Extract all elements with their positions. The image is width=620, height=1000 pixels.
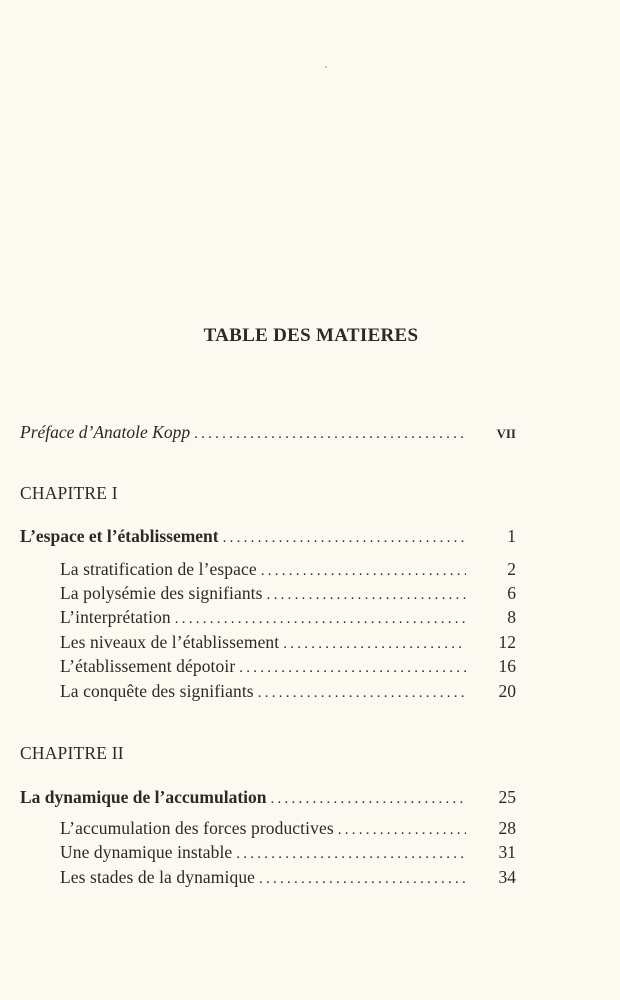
toc-entry-page: 8 — [507, 607, 516, 627]
toc-entry-label: L’accumulation des forces productives — [60, 818, 334, 838]
paper-speck — [325, 66, 327, 68]
toc-entry-chapter-2-main — [20, 786, 516, 810]
toc-entry — [60, 817, 516, 841]
toc-entry-label: L’établissement dépotoir — [60, 656, 236, 676]
dot-leader — [271, 788, 467, 810]
dot-leader — [259, 868, 466, 890]
toc-entry-page: 16 — [498, 656, 516, 676]
toc-entry-preface — [20, 421, 516, 445]
toc-entry-page: 1 — [507, 526, 516, 546]
toc-entry — [60, 582, 516, 606]
dot-leader — [194, 423, 466, 445]
toc-entry-label: Les niveaux de l’établissement — [60, 632, 280, 652]
dot-leader — [258, 682, 466, 704]
toc-entry-label: Une dynamique instable — [60, 842, 233, 862]
toc-entry-label: Les stades de la dynamique — [60, 867, 256, 887]
toc-entry-label: La dynamique de l’accumulation — [20, 787, 267, 807]
toc-entry-label: La polysémie des signifiants — [60, 583, 263, 603]
toc-entry-page: 34 — [498, 867, 516, 887]
toc-entry-page: 2 — [507, 559, 516, 579]
toc-entry-page: 28 — [498, 818, 516, 838]
toc-entry-page: 6 — [507, 583, 516, 603]
chapter-heading-1: CHAPITRE I — [20, 483, 118, 503]
toc-entry-label: L’interprétation — [60, 607, 171, 627]
page-title: TABLE DES MATIERES — [203, 324, 419, 346]
dot-leader — [283, 633, 466, 655]
toc-entry-page: 31 — [498, 842, 516, 862]
toc-entry-label: La stratification de l’espace — [60, 559, 257, 579]
dot-leader — [223, 527, 466, 549]
dot-leader — [175, 608, 466, 630]
toc-entry-page: VII — [496, 426, 516, 441]
toc-entry-label: La conquête des signifiants — [60, 681, 254, 701]
toc-entry-page: 20 — [498, 681, 516, 701]
toc-entry — [60, 606, 516, 630]
toc-entry-label: L’espace et l’établissement — [20, 526, 219, 546]
toc-entry-label: Préface d’Anatole Kopp — [20, 422, 191, 442]
toc-entry — [60, 866, 516, 890]
toc-entry-page: 12 — [498, 632, 516, 652]
toc-entry-page: 25 — [498, 787, 516, 807]
toc-entry — [60, 841, 516, 865]
toc-entry — [60, 631, 516, 655]
dot-leader — [239, 657, 466, 679]
toc-entry — [60, 680, 516, 704]
chapter-heading-2: CHAPITRE II — [20, 743, 124, 763]
toc-entry — [60, 558, 516, 582]
dot-leader — [236, 843, 466, 865]
toc-entry-chapter-1-main — [20, 525, 516, 549]
dot-leader — [267, 584, 466, 606]
dot-leader — [261, 560, 466, 582]
toc-entry — [60, 655, 516, 679]
dot-leader — [338, 819, 466, 841]
